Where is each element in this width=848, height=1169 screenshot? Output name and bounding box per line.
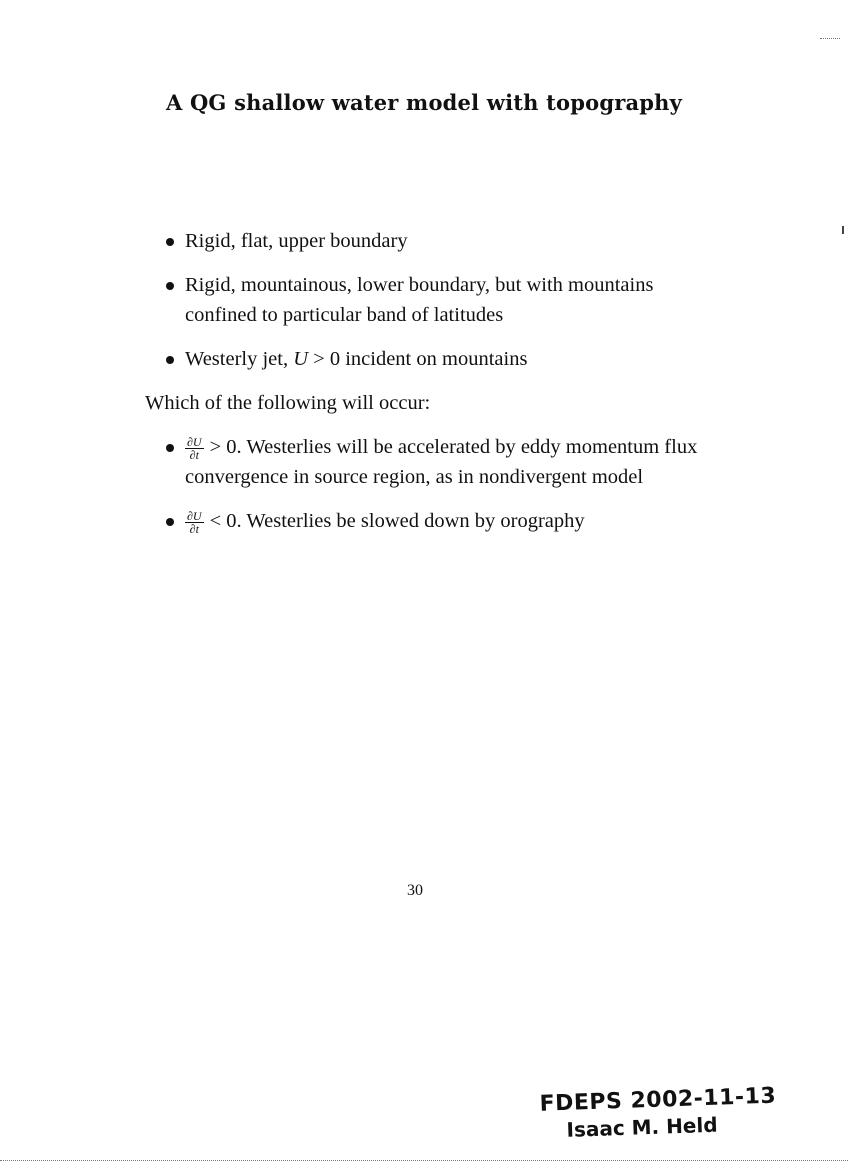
bullet-icon [166,356,174,364]
frac-numerator: ∂U [187,434,202,449]
setup-list [160,226,700,388]
scan-artifact-tick [842,226,844,234]
frac-denominator: ∂t [189,521,199,536]
frac-denominator: ∂t [189,447,199,462]
jet-relation: > 0 [308,348,341,370]
bullet-icon [166,238,174,246]
list-item [160,506,700,536]
frac-numerator: ∂U [187,508,202,523]
options-list [160,432,700,550]
bullet-icon [166,518,174,526]
jet-prefix: Westerly jet, [185,348,294,370]
handwritten-stamp [519,1083,781,1143]
bullet-icon [166,282,174,290]
page-title: A QG shallow water model with topography [165,90,683,115]
list-item [160,432,700,492]
option-relation: < 0. [209,510,242,532]
option-relation: > 0. [209,436,242,458]
jet-variable: U [293,348,309,370]
option-text: Westerlies will be accelerated by eddy momentum flux convergence in source region, as in nondivergent model [185,436,698,488]
list-item [160,344,700,374]
partial-derivative [185,436,204,461]
bullet-text: Rigid, mountainous, lower boundary, but with mountains confined to particular band of latitudes [185,274,654,326]
bullet-text: Rigid, flat, upper boundary [185,230,408,252]
stamp-event-date: FDEPS 2002-11-13 [539,1083,777,1117]
partial-derivative [185,510,204,535]
scan-artifact-top [820,38,840,39]
bullet-icon [166,444,174,452]
list-item [160,226,700,256]
option-text: Westerlies be slowed down by orography [241,510,585,532]
scan-artifact-bottom [0,1160,848,1161]
question-text: Which of the following will occur: [145,392,431,414]
stamp-author: Isaac M. Held [566,1112,718,1142]
jet-suffix: incident on mountains [340,348,528,370]
list-item [160,270,700,330]
page-number: 30 [407,882,423,899]
